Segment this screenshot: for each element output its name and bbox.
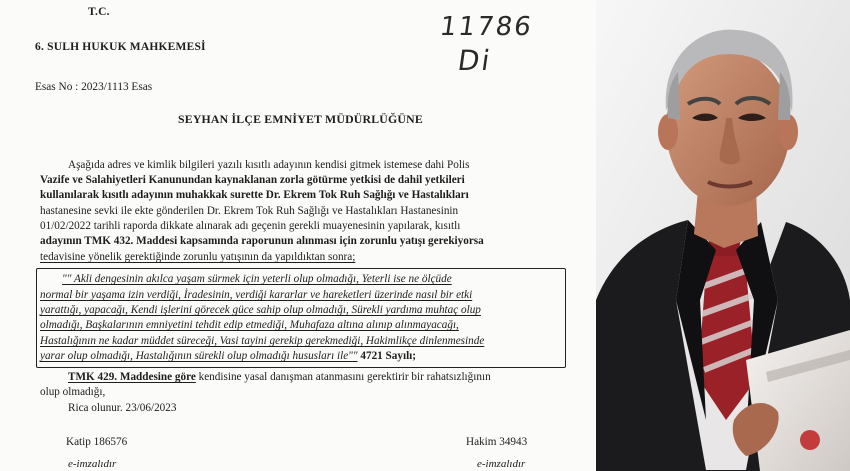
portrait-illustration	[596, 0, 850, 471]
handwritten-code: Di	[455, 44, 494, 77]
tmk429-reference: TMK 429. Maddesine göre	[68, 371, 196, 383]
portrait-photo	[596, 0, 850, 471]
court-name: 6. SULH HUKUK MAHKEMESİ	[35, 41, 206, 53]
body-line: adayının TMK 432. Maddesi kapsamında raporunun alınması için zorunlu yatışı gerekiyorsa	[40, 235, 484, 247]
tc-heading: T.C.	[88, 6, 110, 18]
quote-line: yarattığı, yapacağı, Kendi işlerini görecek güce sahip olup olmadığı, Sürekli yardıma muhtaç olup	[40, 304, 481, 316]
body-line: tedavisine yönelik gerektiğinde zorunlu yatışının da yapıldıktan sonra;	[40, 251, 356, 263]
body-line: kullanılarak kısıtlı adayının muhakkak surette Dr. Ekrem Tok Ruh Sağlığı ve Hastalıkları	[40, 189, 469, 201]
clerk-esignature: e-imzalıdır	[68, 458, 117, 470]
judge-esignature: e-imzalıdır	[477, 458, 526, 470]
quote-line: olmadığı, Başkalarının emniyetini tehdit edip etmediği, Muhafaza altına alınıp alınmayacağı,	[40, 319, 459, 331]
addressee: SEYHAN İLÇE EMNİYET MÜDÜRLÜĞÜNE	[178, 112, 423, 126]
body-line: Vazife ve Salahiyetleri Kanunundan kaynaklanan zorla götürme yetkisi de dahil yetkileri	[40, 174, 465, 186]
body-line: 01/02/2022 tarihli raporda dikkate alınarak adı geçenin gerekli muayenesinin yapılarak, kısıtlı	[40, 220, 461, 232]
judge-id: Hakim 34943	[466, 436, 528, 448]
body-line: olup olmadığı,	[40, 386, 106, 398]
clerk-id: Katip 186576	[66, 436, 128, 448]
case-number: Esas No : 2023/1113 Esas	[35, 81, 153, 93]
quote-line: Hastalığının ne kadar müddet süreceği, Vasi tayini gerekip gerekmediği, Hakimlikçe dinlenmesinde	[40, 335, 485, 347]
handwritten-number: 11786	[437, 12, 535, 42]
closing-line: Rica olunur. 23/06/2023	[68, 402, 177, 414]
quote-line: "" Akli dengesinin akılca yaşam sürmek için yeterli olup olmadığı, Yeterli ise ne ölçüde	[62, 273, 452, 285]
quote-line: normal bir yaşama izin verdiği, İradesinin, verdiği kararlar ve hareketleri üzerinde nasıl bir etki	[40, 289, 473, 301]
body-line: hastanesine sevki ile ekte gönderilen Dr. Ekrem Tok Ruh Sağlığı ve Hastalıkları Hastanesinin	[40, 205, 459, 217]
tmk429-line: TMK 429. Maddesine göre kendisine yasal danışman atanmasını gerektirir bir rahatsızlığının	[68, 371, 491, 383]
body-line: Aşağıda adres ve kimlik bilgileri yazılı kısıtlı adayının kendisi gitmek istemese dahi Polis	[68, 159, 470, 171]
quote-line-last: yarar olup olmadığı, Hastalığının sürekli olup olmadığı hususları ile"" 4721 Sayılı;	[40, 350, 417, 362]
